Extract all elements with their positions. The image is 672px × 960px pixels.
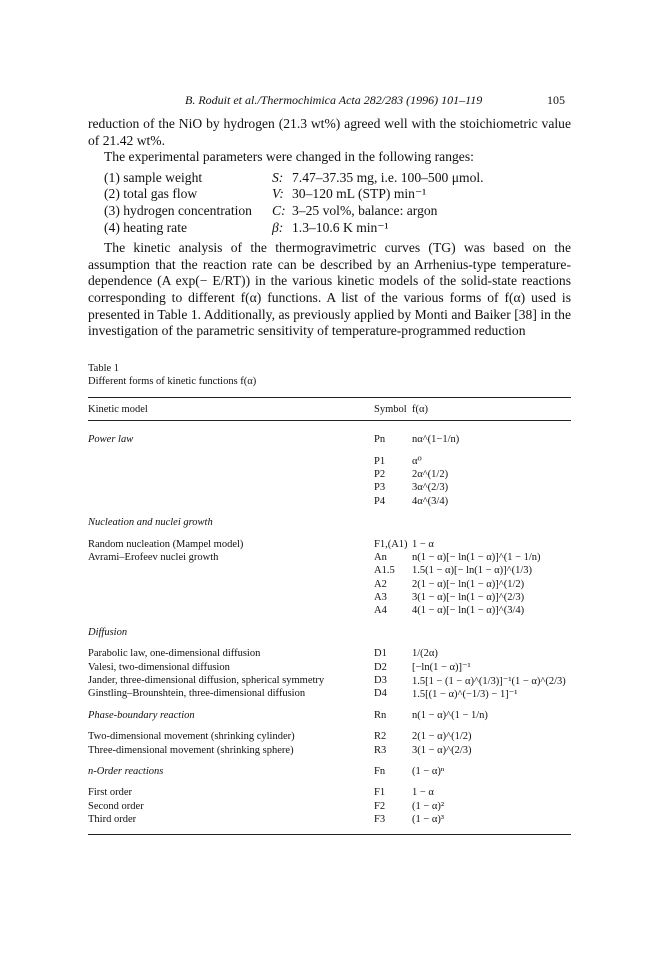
parameter-row [104, 186, 571, 203]
function-cell: 3(1 − α)^(2/3) [412, 744, 472, 756]
function-cell: n(1 − α)^(1 − 1/n) [412, 709, 488, 721]
section-title: Diffusion [88, 626, 128, 638]
table-row [88, 604, 571, 617]
function-cell: (1 − α)ⁿ [412, 766, 445, 777]
section-title: Phase-boundary reaction [88, 709, 195, 721]
header-kinetic-model: Kinetic model [88, 403, 148, 415]
parameter-range: 7.47–37.35 mg, i.e. 100–500 μmol. [292, 169, 484, 185]
table-row [88, 481, 571, 494]
symbol-cell: A3 [374, 592, 387, 604]
function-cell: 2α^(1/2) [412, 468, 449, 480]
function-cell: 3(1 − α)[− ln(1 − α)]^(2/3) [412, 592, 525, 604]
parameter-row [104, 220, 571, 237]
table-row [88, 468, 571, 481]
section-title: Power law [88, 434, 134, 446]
function-cell: (1 − α)² [412, 800, 445, 812]
parameter-range: 3–25 vol%, balance: argon [292, 202, 438, 218]
table-row [88, 516, 571, 529]
parameter-row [104, 170, 571, 187]
parameter-label: (3) hydrogen concentration [104, 202, 252, 218]
table-caption-block [88, 362, 256, 388]
parameter-row [104, 203, 571, 220]
header-f-alpha: f(α) [412, 403, 428, 415]
table-row [88, 454, 571, 467]
symbol-cell: An [374, 551, 387, 563]
model-cell: Jander, three-dimensional diffusion, spherical symmetry [88, 675, 325, 687]
kinetic-functions-table [88, 397, 571, 835]
symbol-cell: F3 [374, 814, 386, 826]
parameter-label: (4) heating rate [104, 219, 188, 235]
function-cell: 1.5(1 − α)[− ln(1 − α)]^(1/3) [412, 565, 533, 577]
table-row [88, 765, 571, 778]
table-label: Table 1 [88, 363, 120, 374]
parameter-label: (1) sample weight [104, 169, 203, 185]
model-cell: Second order [88, 800, 144, 812]
table-row [88, 495, 571, 508]
function-cell: 1.5[1 − (1 − α)^(1/3)]⁻¹(1 − α)^(2/3) [412, 675, 566, 687]
table-row [88, 709, 571, 722]
function-cell: n(1 − α)[− ln(1 − α)]^(1 − 1/n) [412, 551, 541, 563]
function-cell: 1 − α [412, 538, 434, 550]
table-row [88, 687, 571, 700]
symbol-cell: A2 [374, 578, 387, 590]
symbol-cell: P3 [374, 482, 386, 494]
parameter-range: 30–120 mL (STP) min⁻¹ [292, 186, 427, 202]
symbol-cell: Pn [374, 434, 386, 446]
symbol-cell: D4 [374, 688, 387, 700]
function-cell: 1.5[(1 − α)^(−1/3) − 1]⁻¹ [412, 688, 518, 700]
model-cell: Three-dimensional movement (shrinking sphere) [88, 744, 294, 756]
function-cell: 4(1 − α)[− ln(1 − α)]^(3/4) [412, 605, 525, 617]
model-cell: First order [88, 787, 133, 799]
table-row [88, 800, 571, 813]
parameter-symbol: β: [272, 219, 284, 235]
parameter-list [104, 170, 571, 236]
table-row [88, 730, 571, 743]
symbol-cell: Rn [374, 709, 387, 721]
symbol-cell: F1,(A1) [374, 538, 408, 550]
running-header [0, 93, 672, 109]
parameter-symbol: S: [272, 169, 284, 185]
function-cell: 1/(2α) [412, 648, 438, 660]
table-row [88, 674, 571, 687]
model-cell: Two-dimensional movement (shrinking cylinder) [88, 731, 295, 743]
function-cell: (1 − α)³ [412, 814, 445, 826]
paragraph-1: reduction of the NiO by hydrogen (21.3 wt%) agreed well with the stoichiometric value of 21.42 wt%. [88, 116, 571, 148]
model-cell: Parabolic law, one-dimensional diffusion [88, 648, 261, 660]
function-cell: 2(1 − α)[− ln(1 − α)]^(1/2) [412, 578, 525, 590]
model-cell: Valesi, two-dimensional diffusion [88, 661, 230, 673]
symbol-cell: F2 [374, 800, 386, 812]
model-cell: Ginstling–Brounshtein, three-dimensional diffusion [88, 688, 306, 700]
symbol-cell: A1.5 [374, 565, 395, 577]
table-row [88, 433, 571, 446]
table-bottom-rule [88, 834, 571, 835]
parameter-range: 1.3–10.6 K min⁻¹ [292, 219, 389, 235]
symbol-cell: D1 [374, 648, 387, 660]
table-row [88, 626, 571, 639]
table-row [88, 564, 571, 577]
symbol-cell: D3 [374, 675, 387, 687]
symbol-cell: P1 [374, 455, 386, 467]
body-text [88, 116, 571, 340]
table-row [88, 743, 571, 756]
table-row [88, 813, 571, 826]
function-cell: nα^(1−1/n) [412, 434, 460, 446]
symbol-cell: A4 [374, 605, 387, 617]
header-citation: B. Roduit et al./Thermochimica Acta 282/283 (1996) 101–119 [185, 93, 483, 107]
model-cell: Third order [88, 814, 137, 826]
symbol-cell: Fn [374, 766, 386, 777]
paragraph-3: The kinetic analysis of the thermogravimetric curves (TG) was based on the assumption that the reaction rate can be described by an Arrhenius-type temperature-dependence (A exp(− E/RT)) in the various kinetic models of the solid-state reactions corresponding to different f(α) functions. A list of the various forms of f(α) used is presented in Table 1. Additionally, as previously applied by Monti and Baiker [38] in the investigation of the parametric sensitivity of temperature-programmed reduction [88, 240, 571, 339]
symbol-cell: D2 [374, 661, 387, 673]
table-row [88, 578, 571, 591]
parameter-symbol: C: [272, 202, 286, 218]
parameter-label: (2) total gas flow [104, 186, 198, 202]
function-cell: 4α^(3/4) [412, 495, 449, 507]
section-title: n-Order reactions [88, 766, 164, 777]
model-cell: Avrami–Erofeev nuclei growth [88, 551, 219, 563]
symbol-cell: P4 [374, 495, 386, 507]
function-cell: 1 − α [412, 787, 434, 799]
page-number: 105 [547, 93, 565, 107]
model-cell: Random nucleation (Mampel model) [88, 538, 244, 550]
function-cell: [−ln(1 − α)]⁻¹ [412, 662, 471, 674]
paragraph-2: The experimental parameters were changed in the following ranges: [104, 149, 474, 165]
function-cell: 2(1 − α)^(1/2) [412, 731, 472, 743]
table-header-row [88, 398, 571, 420]
function-cell: α⁰ [412, 456, 422, 468]
table-caption: Different forms of kinetic functions f(α) [88, 376, 257, 387]
symbol-cell: F1 [374, 787, 386, 799]
table-row [88, 537, 571, 550]
table-row [88, 551, 571, 564]
table-row [88, 591, 571, 604]
symbol-cell: R2 [374, 731, 387, 743]
table-row [88, 786, 571, 799]
symbol-cell: P2 [374, 468, 386, 480]
parameter-symbol: V: [272, 186, 284, 202]
table-row [88, 647, 571, 660]
symbol-cell: R3 [374, 744, 387, 756]
function-cell: 3α^(2/3) [412, 482, 449, 494]
section-title: Nucleation and nuclei growth [88, 517, 213, 529]
table-row [88, 660, 571, 673]
header-symbol: Symbol [374, 403, 407, 415]
